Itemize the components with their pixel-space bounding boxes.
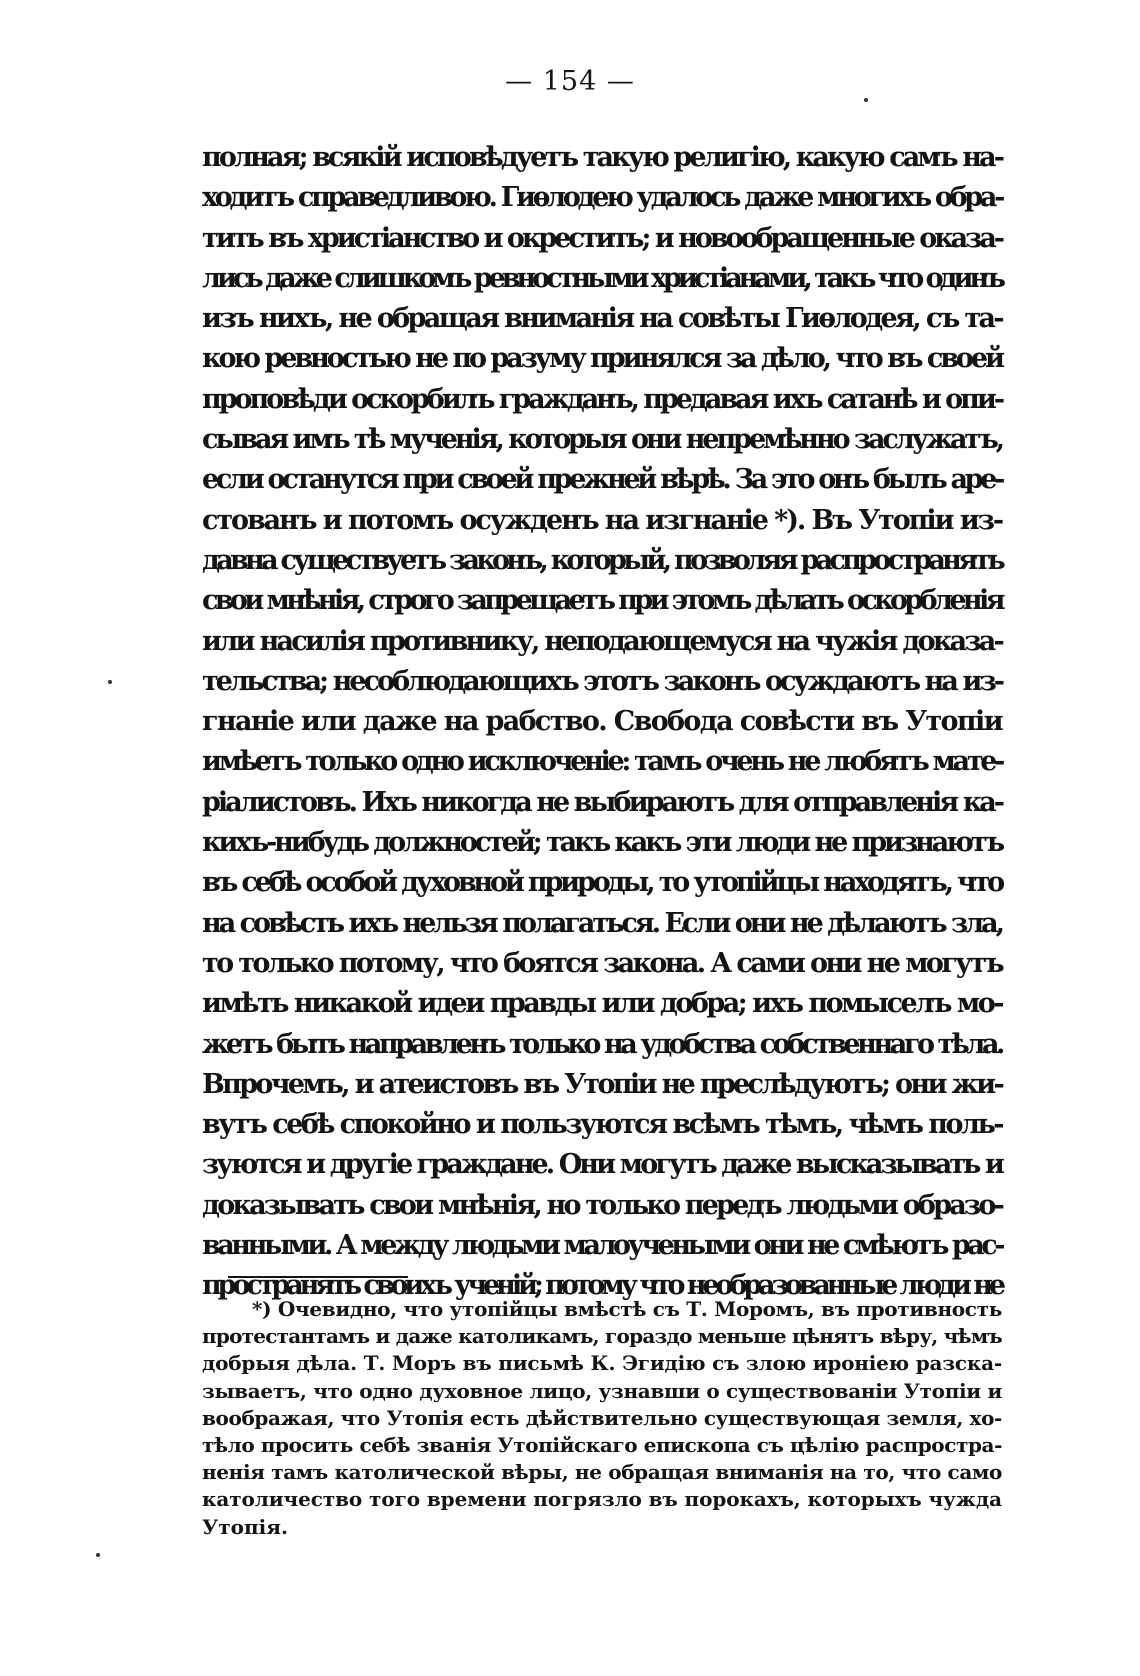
- text-line: доказывать свои мнѣнія, но только передъ людьми образо-: [202, 1189, 1002, 1221]
- text-line: пространять своихъ ученій; потому что необразованные люди не: [202, 1270, 1002, 1302]
- text-line: свои мнѣнія, строго запрещаетъ при этомъ дѣлать оскорбленія: [202, 585, 1002, 617]
- text-line: тельства; несоблюдающихъ этотъ законъ осуждаютъ на из-: [202, 665, 1002, 697]
- footnote-line: зываетъ, что одно духовное лицо, узнавши о существованіи Утопіи и: [202, 1378, 1002, 1403]
- text-line: проповѣди оскорбилъ гражданъ, предавая ихъ сатанѣ и опи-: [202, 383, 1002, 415]
- text-line: кою ревностью не по разуму принялся за дѣло, что въ своей: [202, 343, 1002, 375]
- text-line: въ себѣ особой духовной природы, то утопійцы находятъ, что: [202, 867, 1002, 899]
- text-line: сывая имъ тѣ мученія, которыя они непремѣнно заслужатъ,: [202, 424, 1002, 456]
- page-number: — 154 —: [505, 66, 635, 97]
- footnote-line: ненія тамъ католической вѣры, не обращая вниманія на то, что само: [202, 1460, 1002, 1485]
- text-line: или насилія противнику, неподающемуся на чужія доказа-: [202, 625, 1002, 657]
- text-line: изъ нихъ, не обращая вниманія на совѣты Гиѳлодея, съ та-: [202, 303, 1002, 335]
- text-line: лись даже слишкомъ ревностными христіанами, такъ что одинъ: [202, 262, 1002, 294]
- footnote: [202, 1296, 1002, 1541]
- text-line: ванными. А между людьми малоучеными они не смѣютъ рас-: [202, 1230, 1002, 1262]
- text-line: то только потому, что боятся закона. А сами они не могутъ: [202, 947, 1002, 979]
- text-line: давна существуетъ законъ, который, позволяя распространять: [202, 544, 1002, 576]
- text-line: имѣетъ только одно исключеніе: тамъ очень не любятъ мате-: [202, 746, 1002, 778]
- ink-speck: [108, 680, 112, 684]
- footnote-rule: [228, 1276, 408, 1278]
- text-line: полная; всякій исповѣдуетъ такую религію, какую самъ на-: [202, 142, 1002, 173]
- text-line: кихъ-нибудь должностей; такъ какъ эти люди не признаютъ: [202, 827, 1002, 859]
- text-line: ріалистовъ. Ихъ никогда не выбираютъ для отправленія ка-: [202, 786, 1002, 818]
- text-line: на совѣсть ихъ нельзя полагаться. Если они не дѣлаютъ зла,: [202, 907, 1002, 939]
- text-line: гнаніе или даже на рабство. Свобода совѣсти въ Утопіи: [202, 706, 1002, 738]
- footnote-line: тѣло просить себѣ званія Утопійскаго епископа съ цѣлію распростра-: [202, 1432, 1002, 1457]
- ink-speck: [96, 1553, 100, 1557]
- text-line: если останутся при своей прежней вѣрѣ. За это онъ былъ аре-: [202, 464, 1002, 496]
- text-line: вутъ себѣ спокойно и пользуются всѣмъ тѣмъ, чѣмъ поль-: [202, 1109, 1002, 1141]
- footnote-line: воображая, что Утопія есть дѣйствительно существующая земля, хо-: [202, 1405, 1002, 1430]
- ink-speck: [864, 98, 868, 102]
- footnote-line: Утопія.: [202, 1514, 288, 1539]
- text-line: ходитъ справедливою. Гиѳлодею удалось даже многихъ обра-: [202, 182, 1002, 214]
- footnote-line: католичество того времени погрязло въ порокахъ, которыхъ чужда: [202, 1487, 1002, 1512]
- text-line: жетъ быть направленъ только на удобства собственнаго тѣла.: [202, 1028, 1002, 1060]
- text-line: зуются и другіе граждане. Они могутъ даже высказывать и: [202, 1149, 1002, 1181]
- main-text: [202, 138, 1002, 1307]
- footnote-line: добрыя дѣла. Т. Моръ въ письмѣ К. Эгидію съ злою ироніею разска-: [202, 1351, 1002, 1376]
- footnote-line: *) Очевидно, что утопійцы вмѣстѣ съ Т. Моромъ, въ противность: [252, 1297, 1002, 1321]
- text-line: Впрочемъ, и атеистовъ въ Утопіи не преслѣдуютъ; они жи-: [202, 1068, 1002, 1100]
- text-line: стованъ и потомъ осужденъ на изгнаніе *). Въ Утопіи из-: [202, 504, 1002, 536]
- footnote-line: протестантамъ и даже католикамъ, гораздо меньше цѣнятъ вѣру, чѣмъ: [202, 1324, 1002, 1349]
- text-line: имѣть никакой идеи правды или добра; ихъ помыселъ мо-: [202, 988, 1002, 1020]
- text-line: тить въ христіанство и окрестить; и новообращенные оказа-: [202, 222, 1002, 254]
